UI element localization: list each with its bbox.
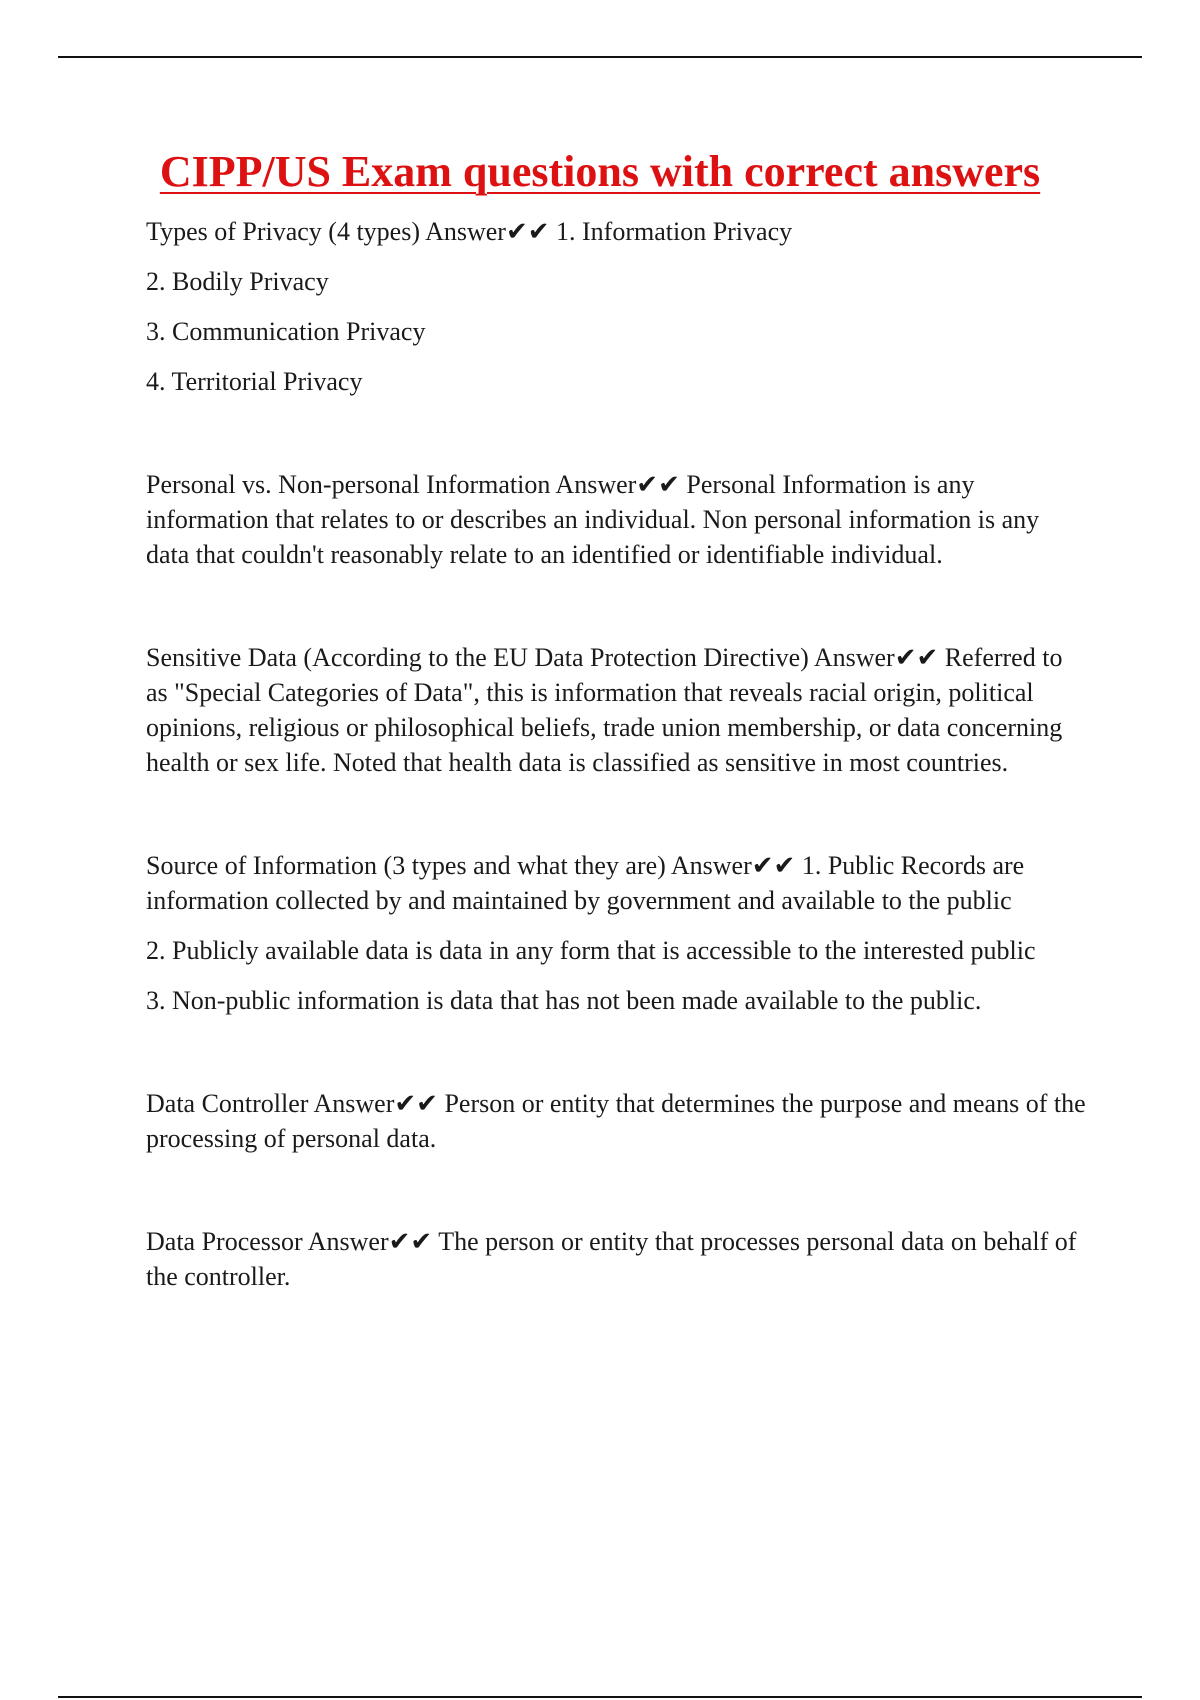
paragraph-publicly-available-data: 2. Publicly available data is data in any form that is accessible to the interested public <box>146 936 1036 965</box>
paragraph-personal-vs-nonpersonal: Personal vs. Non-personal Information Answer✔✔ Personal Information is any information that relates to or describes an individual. Non personal information is any data that couldn't reasonably relate to an identified or identifiable individual. <box>146 470 1040 569</box>
footer-rule <box>58 1696 1142 1698</box>
paragraph-sensitive-data: Sensitive Data (According to the EU Data Protection Directive) Answer✔✔ Referred to as "Special Categories of Data", this is information that reveals racial origin, political opinions, religious or philosophical beliefs, trade union membership, or data concerning health or sex life. Noted that health data is classified as sensitive in most countries. <box>146 643 1063 777</box>
paragraph-source-of-information: Source of Information (3 types and what they are) Answer✔✔ 1. Public Records are information collected by and maintained by government and available to the public <box>146 851 1025 915</box>
paragraph-territorial-privacy: 4. Territorial Privacy <box>146 367 363 396</box>
paragraph-bodily-privacy: 2. Bodily Privacy <box>146 267 329 296</box>
document-title: CIPP/US Exam questions with correct answers <box>159 147 1041 196</box>
document-body <box>146 214 1086 1294</box>
paragraph-non-public-information: 3. Non-public information is data that has not been made available to the public. <box>146 986 982 1015</box>
header-rule <box>58 56 1142 58</box>
paragraph-communication-privacy: 3. Communication Privacy <box>146 317 426 346</box>
paragraph-types-of-privacy: Types of Privacy (4 types) Answer✔✔ 1. Information Privacy <box>146 217 793 246</box>
paragraph-data-processor: Data Processor Answer✔✔ The person or entity that processes personal data on behalf of the controller. <box>146 1227 1077 1291</box>
paragraph-data-controller: Data Controller Answer✔✔ Person or entity that determines the purpose and means of the processing of personal data. <box>146 1089 1086 1153</box>
